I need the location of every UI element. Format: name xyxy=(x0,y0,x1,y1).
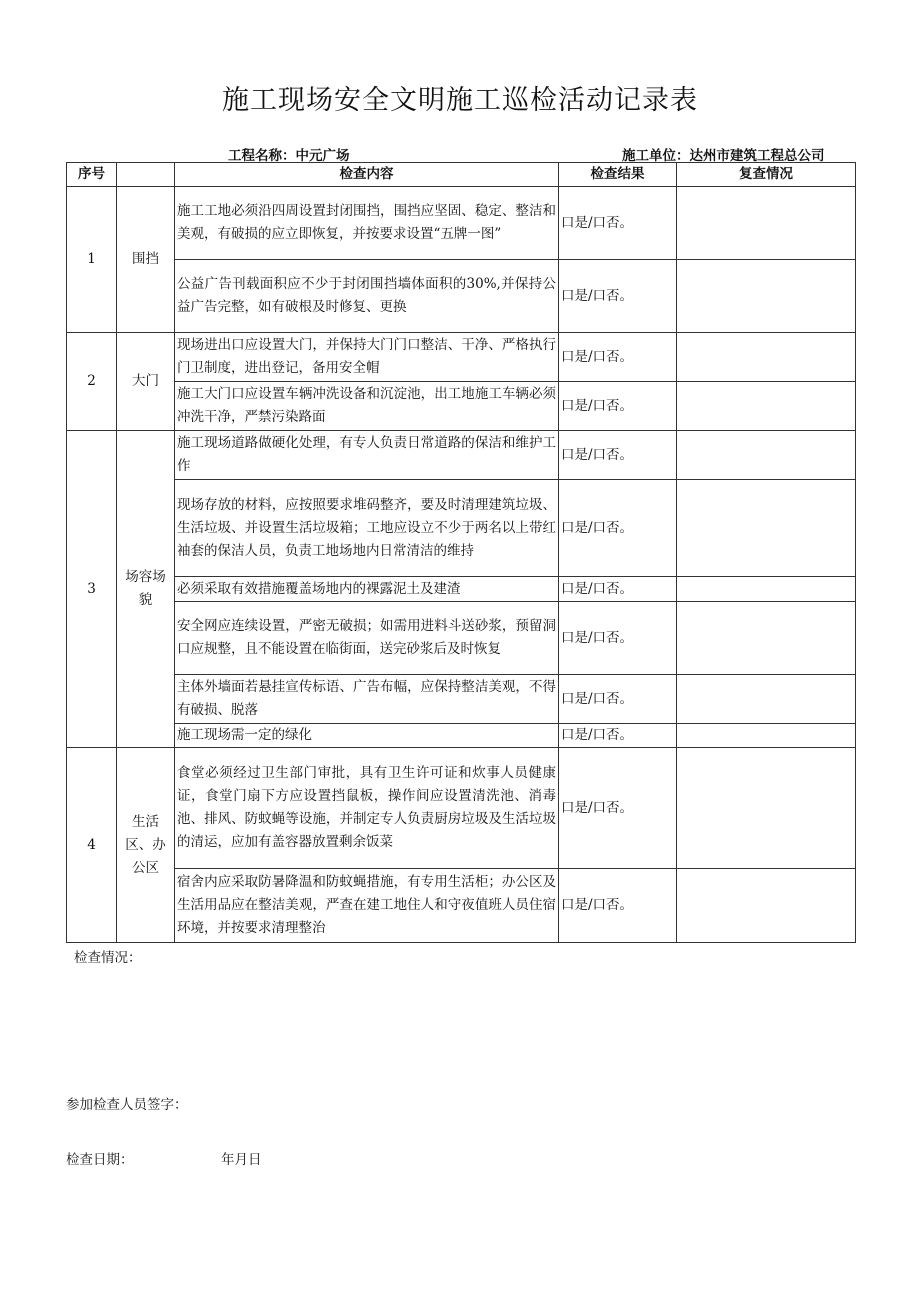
row-number: 3 xyxy=(67,431,117,748)
inspection-item-content: 安全网应连续设置，严密无破损；如需用进料斗送砂浆，预留洞口应规整，且不能设置在临街面，送完砂浆后及时恢复 xyxy=(175,602,559,675)
inspection-result-checkbox[interactable]: 口是/口否。 xyxy=(559,748,677,869)
table-row xyxy=(67,577,856,602)
row-category: 场容场貌 xyxy=(117,431,175,748)
header-content: 检查内容 xyxy=(175,163,559,187)
review-cell[interactable] xyxy=(677,577,856,602)
inspection-item-content: 施工工地必须沿四周设置封闭围挡，围挡应坚固、稳定、整洁和美观，有破损的应立即恢复，并按要求设置“五牌一图” xyxy=(175,187,559,260)
review-cell[interactable] xyxy=(677,675,856,724)
inspection-item-content: 施工大门口应设置车辆冲洗设备和沉淀池，出工地施工车辆必须冲洗干净，严禁污染路面 xyxy=(175,382,559,431)
header-blank xyxy=(117,163,175,187)
table-row xyxy=(67,869,856,943)
construction-unit: 施工单位：达州市建筑工程总公司 xyxy=(622,148,825,164)
review-cell[interactable] xyxy=(677,724,856,748)
table-row xyxy=(67,480,856,577)
row-number: 4 xyxy=(67,748,117,943)
signature-label: 参加检查人员签字： xyxy=(66,1097,188,1113)
inspection-result-checkbox[interactable]: 口是/口否。 xyxy=(559,431,677,480)
table-row xyxy=(67,748,856,869)
inspection-result-checkbox[interactable]: 口是/口否。 xyxy=(559,577,677,602)
inspection-item-content: 主体外墙面若悬挂宣传标语、广告布幅，应保持整洁美观，不得有破损、脱落 xyxy=(175,675,559,724)
table-header-row xyxy=(67,163,856,187)
inspection-result-checkbox[interactable]: 口是/口否。 xyxy=(559,724,677,748)
table-row xyxy=(67,333,856,382)
inspection-item-content: 施工现场需一定的绿化 xyxy=(175,724,559,748)
table-row xyxy=(67,260,856,333)
row-number: 1 xyxy=(67,187,117,333)
inspection-date-label: 检查日期： xyxy=(66,1152,134,1168)
inspection-result-checkbox[interactable]: 口是/口否。 xyxy=(559,260,677,333)
review-cell[interactable] xyxy=(677,480,856,577)
review-cell[interactable] xyxy=(677,187,856,260)
inspection-result-checkbox[interactable]: 口是/口否。 xyxy=(559,333,677,382)
inspection-item-content: 现场进出口应设置大门，并保持大门门口整洁、干净、严格执行门卫制度，进出登记，备用安全帽 xyxy=(175,333,559,382)
inspection-item-content: 食堂必须经过卫生部门审批，具有卫生许可证和炊事人员健康证，食堂门扇下方应设置挡鼠板，操作间应设置清洗池、消毒池、排风、防蚊蝇等设施，并制定专人负责厨房垃圾及生活垃圾的清运，应加有盖容器放置剩余饭菜 xyxy=(175,748,559,869)
review-cell[interactable] xyxy=(677,869,856,943)
row-category: 大门 xyxy=(117,333,175,431)
header-result: 检查结果 xyxy=(559,163,677,187)
inspection-table xyxy=(66,162,856,943)
row-category: 生活区、办公区 xyxy=(117,748,175,943)
inspection-item-content: 必须采取有效措施覆盖场地内的裸露泥土及建渣 xyxy=(175,577,559,602)
table-row xyxy=(67,382,856,431)
review-cell[interactable] xyxy=(677,382,856,431)
review-cell[interactable] xyxy=(677,748,856,869)
table-row xyxy=(67,724,856,748)
review-cell[interactable] xyxy=(677,431,856,480)
header-no: 序号 xyxy=(67,163,117,187)
page-title: 施工现场安全文明施工巡检活动记录表 xyxy=(222,85,698,116)
table-row xyxy=(67,187,856,260)
row-number: 2 xyxy=(67,333,117,431)
inspection-result-checkbox[interactable]: 口是/口否。 xyxy=(559,382,677,431)
row-category: 围挡 xyxy=(117,187,175,333)
table-row xyxy=(67,431,856,480)
table-row xyxy=(67,602,856,675)
inspection-item-content: 施工现场道路做硬化处理，有专人负责日常道路的保洁和维护工作 xyxy=(175,431,559,480)
review-cell[interactable] xyxy=(677,260,856,333)
inspection-result-checkbox[interactable]: 口是/口否。 xyxy=(559,187,677,260)
table-body xyxy=(67,187,856,943)
review-cell[interactable] xyxy=(677,602,856,675)
inspection-item-content: 现场存放的材料，应按照要求堆码整齐，要及时清理建筑垃圾、生活垃圾、并设置生活垃圾箱；工地应设立不少于两名以上带红袖套的保洁人员，负责工地场地内日常清洁的维持 xyxy=(175,480,559,577)
inspection-date-value: 年月日 xyxy=(221,1152,262,1168)
inspection-result-checkbox[interactable]: 口是/口否。 xyxy=(559,602,677,675)
project-name: 工程名称：中元广场 xyxy=(228,148,350,164)
inspection-item-content: 宿舍内应采取防暑降温和防蚊蝇措施，有专用生活柜；办公区及生活用品应在整洁美观，严查在建工地住人和守夜值班人员住宿环境，并按要求清理整治 xyxy=(175,869,559,943)
table-row xyxy=(67,675,856,724)
inspection-result-checkbox[interactable]: 口是/口否。 xyxy=(559,675,677,724)
inspection-status-label: 检查情况： xyxy=(74,950,142,966)
header-review: 复查情况 xyxy=(677,163,856,187)
inspection-result-checkbox[interactable]: 口是/口否。 xyxy=(559,869,677,943)
inspection-item-content: 公益广告刊载面积应不少于封闭围挡墙体面积的30%,并保持公益广告完整，如有破根及时修复、更换 xyxy=(175,260,559,333)
inspection-result-checkbox[interactable]: 口是/口否。 xyxy=(559,480,677,577)
review-cell[interactable] xyxy=(677,333,856,382)
